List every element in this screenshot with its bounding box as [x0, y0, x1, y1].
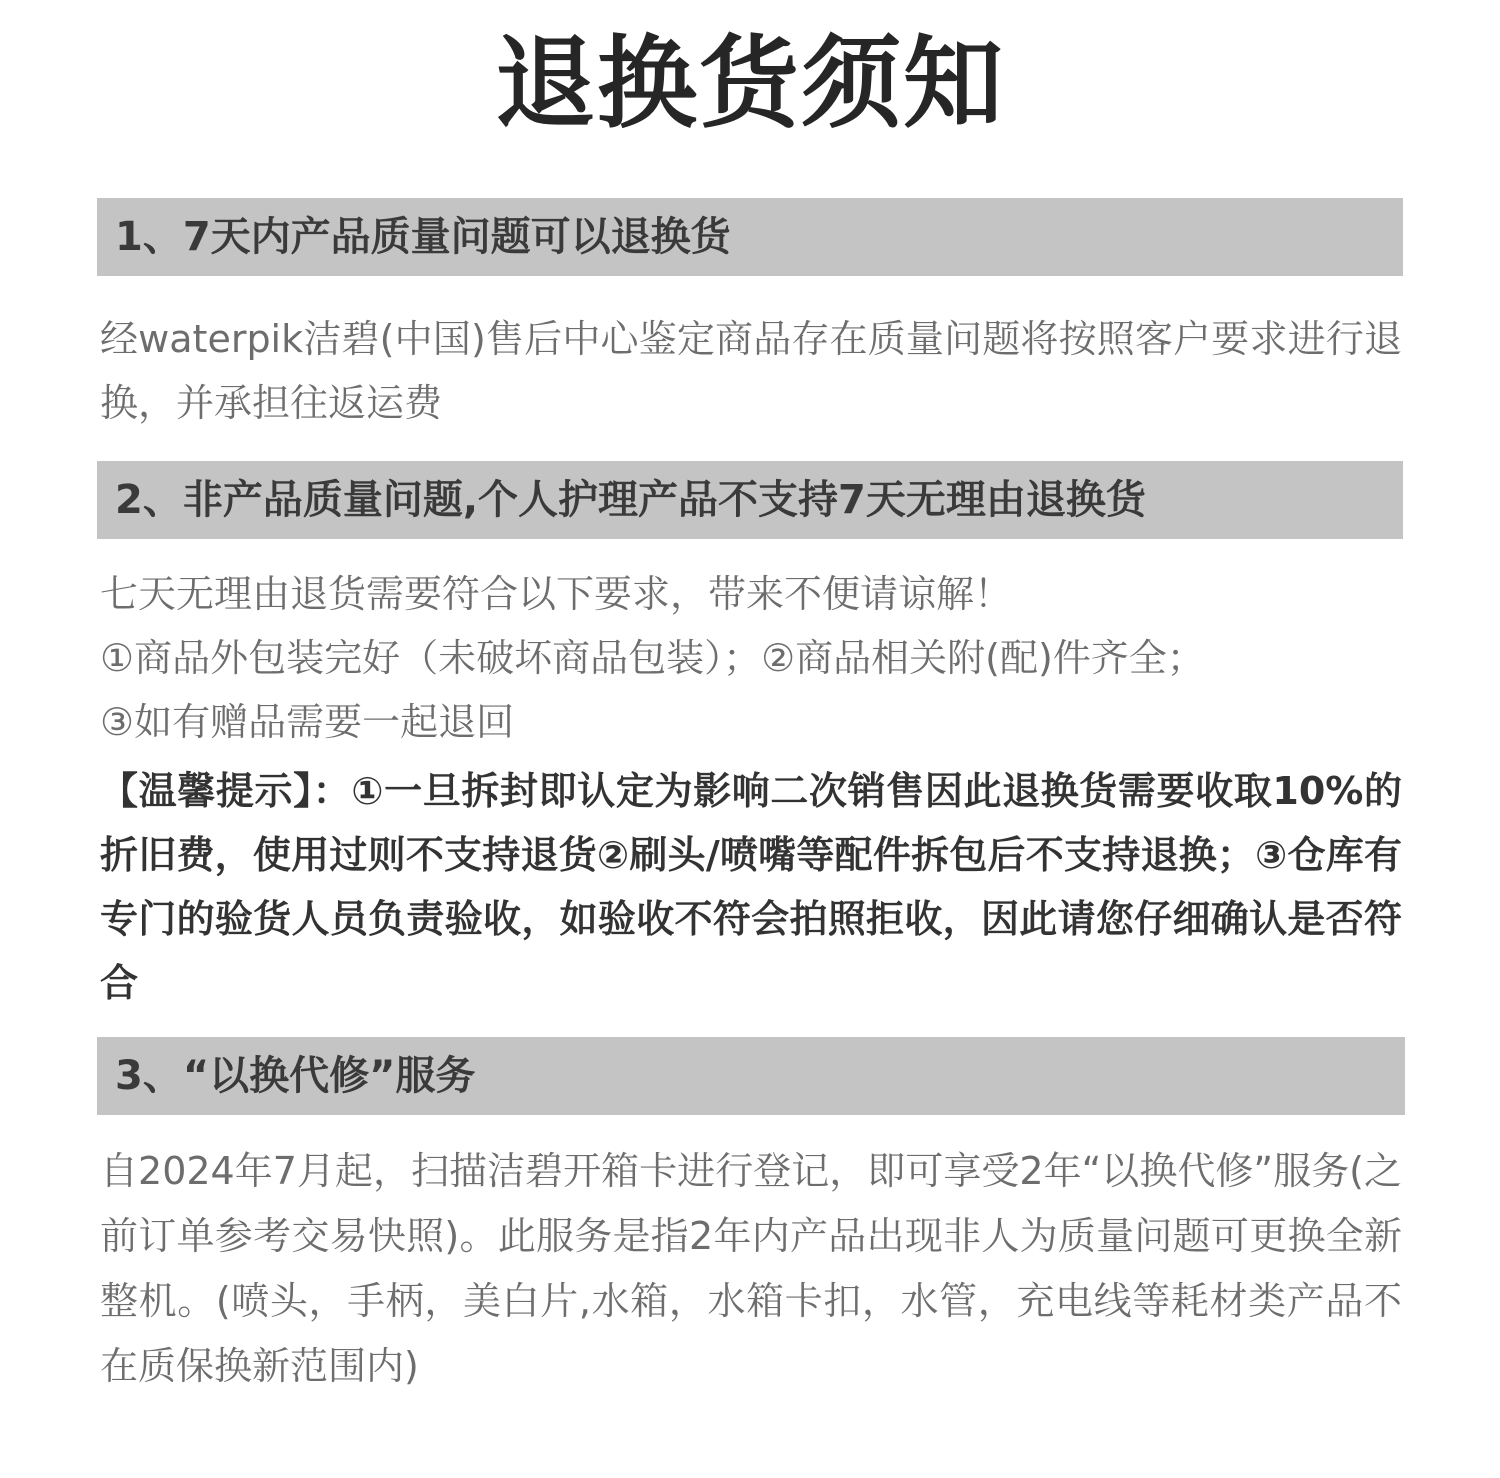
section-2-line: ①商品外包装完好（未破坏商品包装）；②商品相关附(配)件齐全； — [100, 636, 1205, 680]
warm-tip: 【温馨提示】：①一旦拆封即认定为影响二次销售因此退换货需要收取10%的折旧费，使用过则不支持退货②刷头/喷嘴等配件拆包后不支持退换；③仓库有专门的验货人员负责验收，如验收不符会拍照拒收，因此请您仔细确认是否符合 — [100, 769, 1402, 1005]
section-3-heading: 3、“以换代修”服务 — [97, 1037, 1405, 1115]
section-3-body: 自2024年7月起，扫描洁碧开箱卡进行登记，即可享受2年“以换代修”服务(之前订单参考交易快照)。此服务是指2年内产品出现非人为质量问题可更换全新整机。(喷头，手柄，美白片,水箱，水箱卡扣，水管，充电线等耗材类产品不在质保换新范围内) — [100, 1149, 1402, 1388]
section-1-body: 经waterpik洁碧(中国)售后中心鉴定商品存在质量问题将按照客户要求进行退换，并承担往返运费 — [100, 317, 1402, 425]
page-title: 退换货须知 — [495, 25, 1005, 142]
section-2-line: 七天无理由退货需要符合以下要求，带来不便请谅解！ — [100, 572, 1013, 616]
section-1-heading: 1、7天内产品质量问题可以退换货 — [97, 198, 1403, 276]
section-2-body — [100, 562, 1402, 754]
section-2-line: ③如有赠品需要一起退回 — [100, 700, 515, 744]
section-2-heading: 2、非产品质量问题,个人护理产品不支持7天无理由退换货 — [97, 461, 1403, 539]
